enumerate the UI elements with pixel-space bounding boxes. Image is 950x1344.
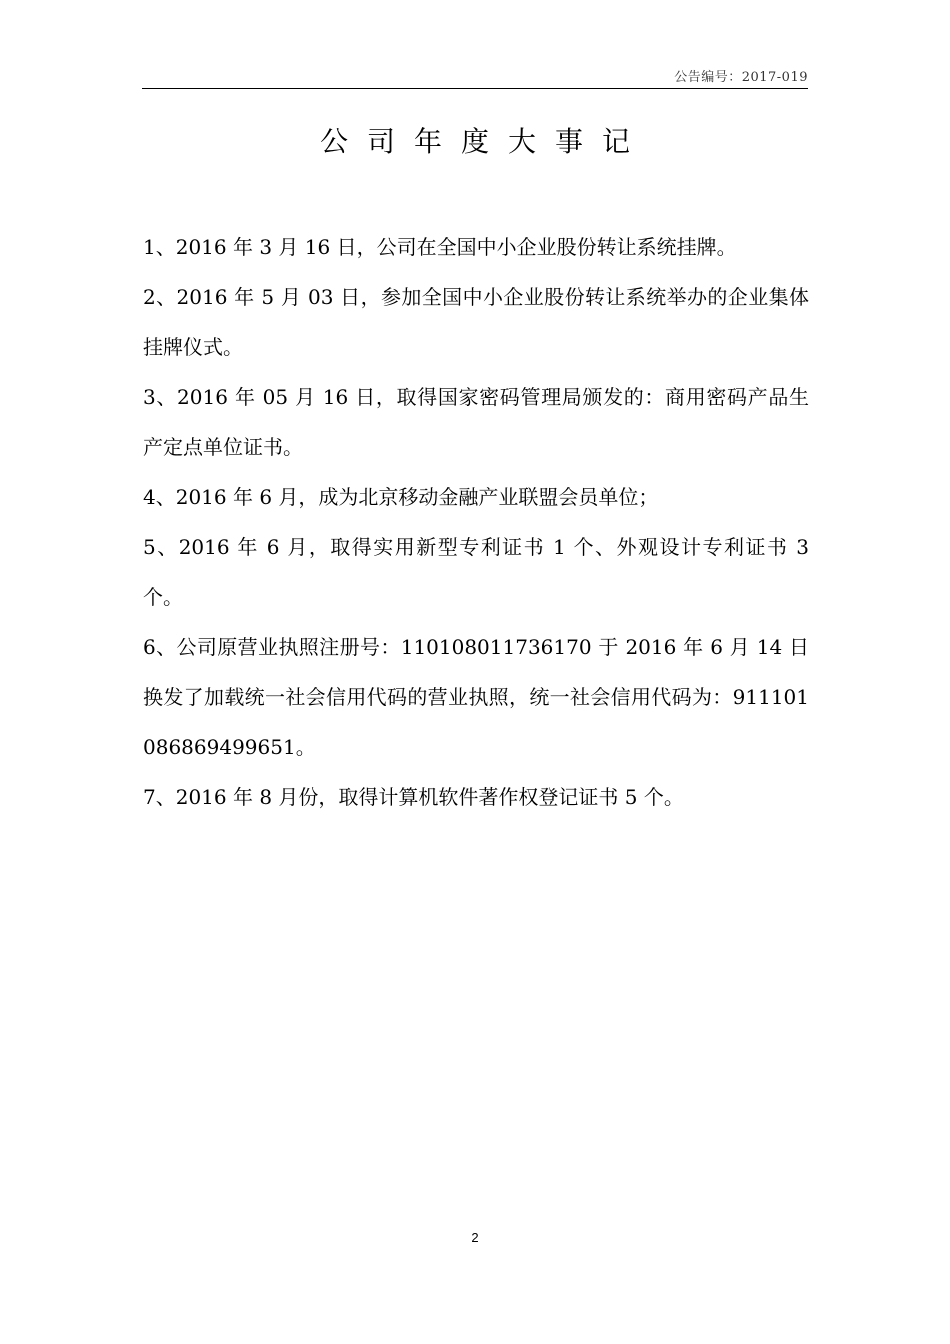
list-item: 4、2016 年 6 月，成为北京移动金融产业联盟会员单位； bbox=[143, 485, 659, 509]
list-item: 3、2016 年 05 月 16 日，取得国家密码管理局颁发的：商用密码产品生产定点单位证书。 bbox=[143, 385, 809, 459]
list-item: 5、2016 年 6 月，取得实用新型专利证书 1 个、外观设计专利证书 3 个。 bbox=[143, 535, 809, 609]
page-number: 2 bbox=[471, 1230, 479, 1245]
list-item: 1、2016 年 3 月 16 日，公司在全国中小企业股份转让系统挂牌。 bbox=[143, 235, 737, 259]
header-divider bbox=[142, 88, 808, 89]
announcement-number: 公告编号：2017-019 bbox=[674, 70, 808, 85]
page-title: 公司年度大事记 bbox=[319, 125, 649, 158]
list-item: 2、2016 年 5 月 03 日，参加全国中小企业股份转让系统举办的企业集体挂牌仪式。 bbox=[143, 285, 809, 359]
events-list bbox=[143, 222, 809, 822]
list-item: 7、2016 年 8 月份，取得计算机软件著作权登记证书 5 个。 bbox=[143, 785, 684, 809]
list-item: 6、公司原营业执照注册号：110108011736170 于 2016 年 6 月 14 日换发了加载统一社会信用代码的营业执照，统一社会信用代码为：911101086869499651。 bbox=[143, 635, 809, 759]
